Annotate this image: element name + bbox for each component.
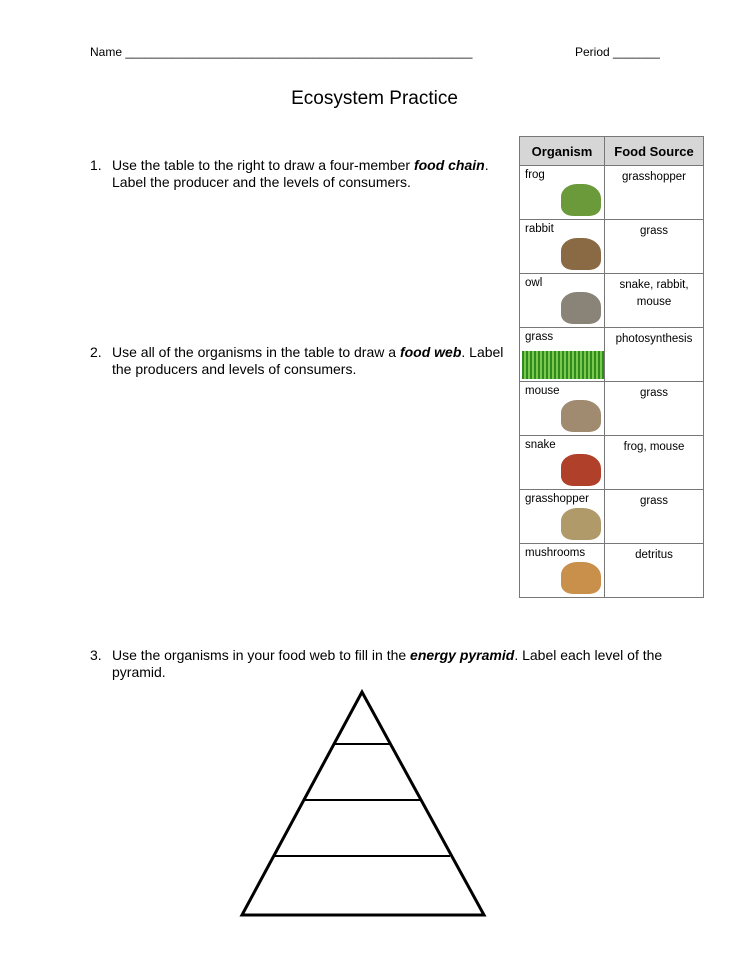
organism-name: rabbit [525,223,554,235]
food-source-cell: detritus [605,544,704,598]
organism-name: mushrooms [525,547,586,559]
organism-name: owl [525,277,543,289]
food-source-cell: grass [605,220,704,274]
page-title: Ecosystem Practice [291,88,458,109]
period-field-label: Period _______ [575,45,660,59]
question-number: 2. [90,344,102,360]
header-organism: Organism [520,137,605,166]
question-text: Use the table to the right to draw a four-member food chain. Label the producer and the levels of consumers. [112,157,489,190]
pyramid-outline [242,692,484,915]
question-text: Use all of the organisms in the table to draw a food web. Label the producers and levels of consumers. [112,344,504,377]
organism-name: grass [525,331,554,343]
question-number: 3. [90,647,102,663]
name-field-label: Name ____________________________________________________ [90,45,473,59]
food-source-cell: grass [605,382,704,436]
header-food-source: Food Source [605,137,704,166]
food-source-cell: frog, mouse [605,436,704,490]
food-source-cell: grass [605,490,704,544]
food-source-cell: snake, rabbit, mouse [605,274,704,328]
food-source-cell: grasshopper [605,166,704,220]
organism-name: frog [525,169,545,181]
food-source-cell: photosynthesis [605,328,704,382]
organism-name: grasshopper [525,493,589,505]
question-text: Use the organisms in your food web to fill in the energy pyramid. Label each level of the pyramid. [112,647,663,680]
organism-name: mouse [525,385,560,397]
question-number: 1. [90,157,102,173]
organism-name: snake [525,439,556,451]
